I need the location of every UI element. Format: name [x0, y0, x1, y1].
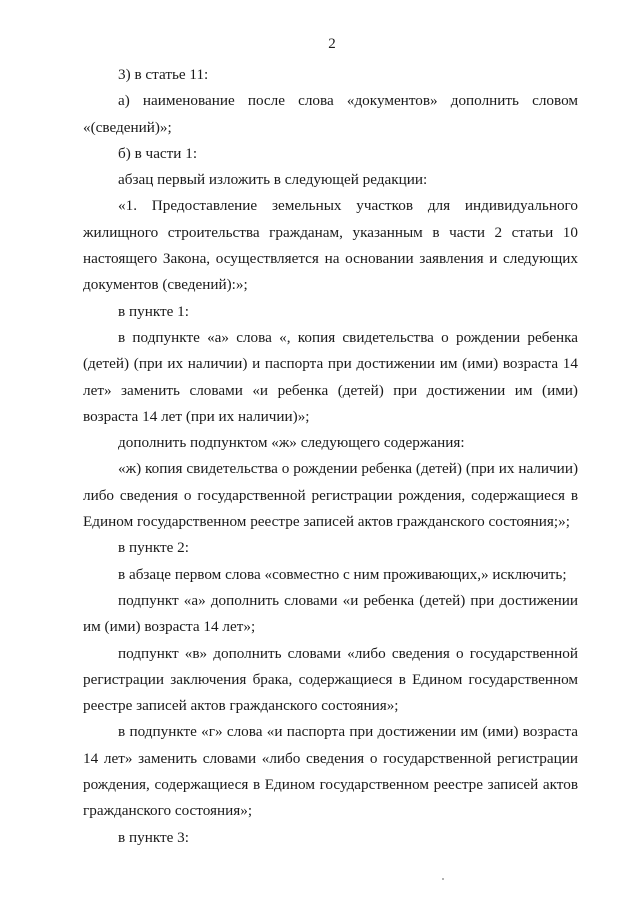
paragraph: подпункт «а» дополнить словами «и ребенка (детей) при достижении им (ими) возраста 14 лет»; [83, 591, 578, 636]
paragraph: в пункте 2: [118, 539, 189, 557]
paragraph: «1. Предоставление земельных участков для индивидуального жилищного строительства гражданам, указанным в части 2 статьи 10 настоящего Закона, осуществляется на основании заявления и следующих документов (сведений):»; [83, 197, 578, 294]
document-body [83, 62, 578, 851]
scan-speck [442, 878, 444, 880]
page-number: 2 [328, 36, 336, 52]
paragraph: дополнить подпунктом «ж» следующего содержания: [118, 434, 465, 452]
paragraph: «ж) копия свидетельства о рождении ребенка (детей) (при их наличии) либо сведения о государственной регистрации рождения, содержащиеся в Едином государственном реестре записей актов гражданского состояния;»; [83, 460, 578, 531]
paragraph: в подпункте «г» слова «и паспорта при достижении им (ими) возраста 14 лет» заменить словами «либо сведения о государственной регистрации рождения, содержащиеся в Едином государственном реестре записей актов гражданского состояния»; [83, 723, 578, 820]
paragraph: б) в части 1: [118, 144, 198, 162]
paragraph: в пункте 1: [118, 302, 189, 320]
paragraph: в пункте 3: [118, 828, 189, 846]
paragraph: а) наименование после слова «документов» дополнить словом «(сведений)»; [83, 92, 578, 136]
paragraph: в абзаце первом слова «совместно с ним проживающих,» исключить; [118, 565, 567, 583]
paragraph: 3) в статье 11: [118, 66, 209, 83]
paragraph: в подпункте «а» слова «, копия свидетельства о рождении ребенка (детей) (при их наличии) и паспорта при достижении им (ими) возраста 14 лет» заменить словами «и ребенка (детей) при достижении им (ими) возраста 14 лет (при их наличии)»; [83, 328, 578, 425]
paragraph: подпункт «в» дополнить словами «либо сведения о государственной регистрации заключения брака, содержащиеся в Едином государственном реестре записей актов гражданского состояния»; [83, 644, 578, 715]
paragraph: абзац первый изложить в следующей редакции: [118, 171, 428, 189]
